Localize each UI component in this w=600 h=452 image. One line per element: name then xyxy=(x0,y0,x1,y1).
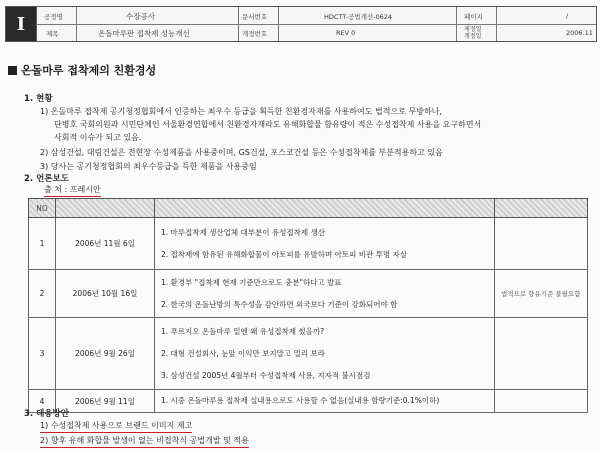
header-label-rev: 개정번호 xyxy=(242,30,268,38)
header-logo: I xyxy=(6,7,37,41)
row-date: 2006년 11월 6일 xyxy=(56,218,155,270)
press-table xyxy=(28,198,588,413)
header-label-process: 공정명 xyxy=(44,13,63,21)
table-header-no: NO xyxy=(29,199,56,218)
row-item: 1. 마루접착제 생산업체 대부분이 유성접착제 생산 xyxy=(161,227,325,237)
row-items xyxy=(155,318,495,390)
status-heading: 1. 현황 xyxy=(24,94,53,104)
header-label-docno: 문서번호 xyxy=(242,13,268,21)
row-date: 2006년 10월 16일 xyxy=(56,270,155,318)
row-no: 3 xyxy=(29,318,56,390)
row-items xyxy=(155,218,495,270)
row-item: 2. 한국의 온돌난방의 특수성을 감안하면 외국보다 기준이 강화되어야 함 xyxy=(161,299,398,309)
press-source: 출 처 : 프레시안 xyxy=(44,184,101,197)
row-date: 2006년 9월 26일 xyxy=(56,318,155,390)
row-item: 1. 시중 온돌마루용 접착제 실내용으로도 사용할 수 없음(실내용 함량기준:0.1%이하) xyxy=(161,396,440,405)
table-row xyxy=(29,318,588,390)
header-label-page: 페이지 xyxy=(464,13,483,21)
row-items xyxy=(155,270,495,318)
bullet-square-icon xyxy=(8,66,17,75)
measures-item-2: 2) 향후 유해 화합물 발생이 없는 비접착식 공법개발 및 적용 xyxy=(40,435,249,448)
table-row xyxy=(29,218,588,270)
header-value-title: 온돌마루판 접착제 성능개선 xyxy=(98,29,190,38)
row-items xyxy=(155,390,495,413)
section-title xyxy=(8,62,156,78)
measures-item-1: 1) 수성접착제 사용으로 브랜드 이미지 제고 xyxy=(40,420,192,433)
row-no: 2 xyxy=(29,270,56,318)
row-item: 1. 환경부 "접착제 현재 기준만으로도 충분"하다고 발표 xyxy=(161,277,342,287)
header-label-title: 제목 xyxy=(46,30,59,38)
row-no: 4 xyxy=(29,390,56,413)
table-row xyxy=(29,390,588,413)
press-heading: 2. 언론보도 xyxy=(24,174,69,184)
status-line-2: 단병호 국회의원과 시민단체인 서울환경연합에서 친환경자재라도 유해화합물 함유량이 적은 수성접착제 사용을 요구하면서 xyxy=(54,120,482,129)
status-line-5: 3) 당사는 공기청정협회의 최우수등급을 득한 제품을 사용중임 xyxy=(40,162,257,171)
table-header-row xyxy=(29,199,588,218)
header-value-process: 수장공사 xyxy=(126,12,155,21)
row-note xyxy=(495,390,588,413)
row-note: 법적으로 향유기준 불필요함 xyxy=(495,270,588,318)
table-header-date xyxy=(56,199,155,218)
header-value-page: / xyxy=(566,12,569,20)
document-header xyxy=(5,6,597,42)
row-date: 2006년 9월 11일 xyxy=(56,390,155,413)
table-header-note xyxy=(495,199,588,218)
table-row xyxy=(29,270,588,318)
status-line-3: 사회적 이슈가 되고 있음. xyxy=(54,133,142,142)
header-value-date: 2006.11 xyxy=(566,29,593,37)
row-note xyxy=(495,218,588,270)
section-title-text: 온돌마루 접착제의 친환경성 xyxy=(21,64,157,77)
row-item: 3. 삼성건설 2005년 4월부터 수성접착제 사용, 지자적 불시점검 xyxy=(161,370,371,380)
header-label-date: 제정일 개정일 xyxy=(464,26,482,40)
status-line-1: 1) 온돌마루 접착제 공기청정협회에서 인증하는 최우수 등급을 획득한 친환경자재를 사용하여도 법적으로 무방하나, xyxy=(40,107,442,116)
status-line-4: 2) 삼성건설, 대림건설은 전현장 수성제품을 사용중이며, GS건설, 포스코건설 등은 수성접착제를 부분적용하고 있음 xyxy=(40,148,443,157)
measures-heading: 3. 대응방안 xyxy=(24,409,69,419)
row-item: 1. 푸르지오 온돌마루 밑엔 왜 유성접착제 썼을까? xyxy=(161,326,325,336)
header-value-docno: HDCTT-공법개선-0624 xyxy=(324,13,393,21)
row-item: 2. 대형 건설회사, 눈앞 이익만 보지말고 멀리 보라 xyxy=(161,348,325,358)
table-header-content xyxy=(155,199,495,218)
header-value-rev: REV 0 xyxy=(336,29,356,37)
row-no: 1 xyxy=(29,218,56,270)
row-note xyxy=(495,318,588,390)
row-item: 2. 접착제에 함유된 유해화합물이 아토피를 유발하며 아토피 비관 투명 자살 xyxy=(161,249,407,259)
